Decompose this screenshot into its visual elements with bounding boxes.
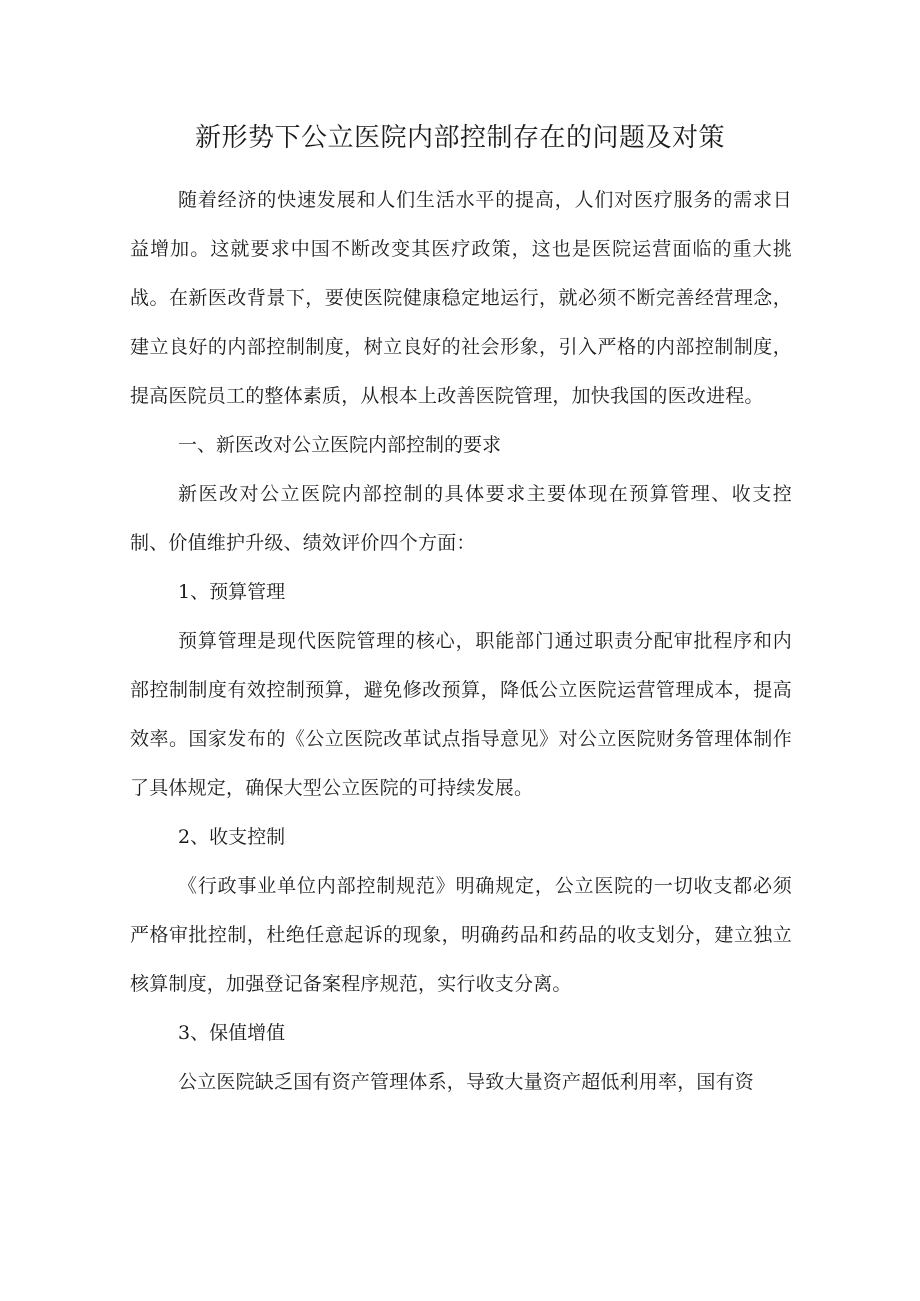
paragraph-budget-management: 预算管理是现代医院管理的核心，职能部门通过职责分配审批程序和内部控制制度有效控制预算，避免修改预算，降低公立医院运营管理成本，提高效率。国家发布的《公立医院改革试点指导意见》对公立医院财务管理体制作了具体规定，确保大型公立医院的可持续发展。 (130, 630, 792, 799)
paragraph-requirements: 新医改对公立医院内部控制的具体要求主要体现在预算管理、收支控制、价值维护升级、绩效评价四个方面： (130, 483, 792, 554)
document-body (130, 176, 792, 1107)
paragraph-intro: 随着经济的快速发展和人们生活水平的提高，人们对医疗服务的需求日益增加。这就要求中国不断改变其医疗政策，这也是医院运营面临的重大挑战。在新医改背景下，要使医院健康稳定地运行，就必须不断完善经营理念，建立良好的内部控制制度，树立良好的社会形象，引入严格的内部控制制度，提高医院员工的整体素质，从根本上改善医院管理，加快我国的医改进程。 (130, 189, 792, 407)
paragraph-revenue-expenditure-control: 《行政事业单位内部控制规范》明确规定，公立医院的一切收支都必须严格审批控制，杜绝任意起诉的现象，明确药品和药品的收支划分，建立独立核算制度，加强登记备案程序规范，实行收支分离。 (130, 875, 792, 995)
document-title: 新形势下公立医院内部控制存在的问题及对策 (194, 123, 725, 153)
subheading-revenue-expenditure-control: 2、收支控制 (178, 826, 286, 848)
subheading-budget-management: 1、预算管理 (178, 581, 286, 603)
paragraph-value-preservation: 公立医院缺乏国有资产管理体系，导致大量资产超低利用率，国有资 (178, 1071, 755, 1093)
section-heading-1: 一、新医改对公立医院内部控制的要求 (178, 434, 502, 456)
subheading-value-preservation: 3、保值增值 (178, 1022, 286, 1044)
